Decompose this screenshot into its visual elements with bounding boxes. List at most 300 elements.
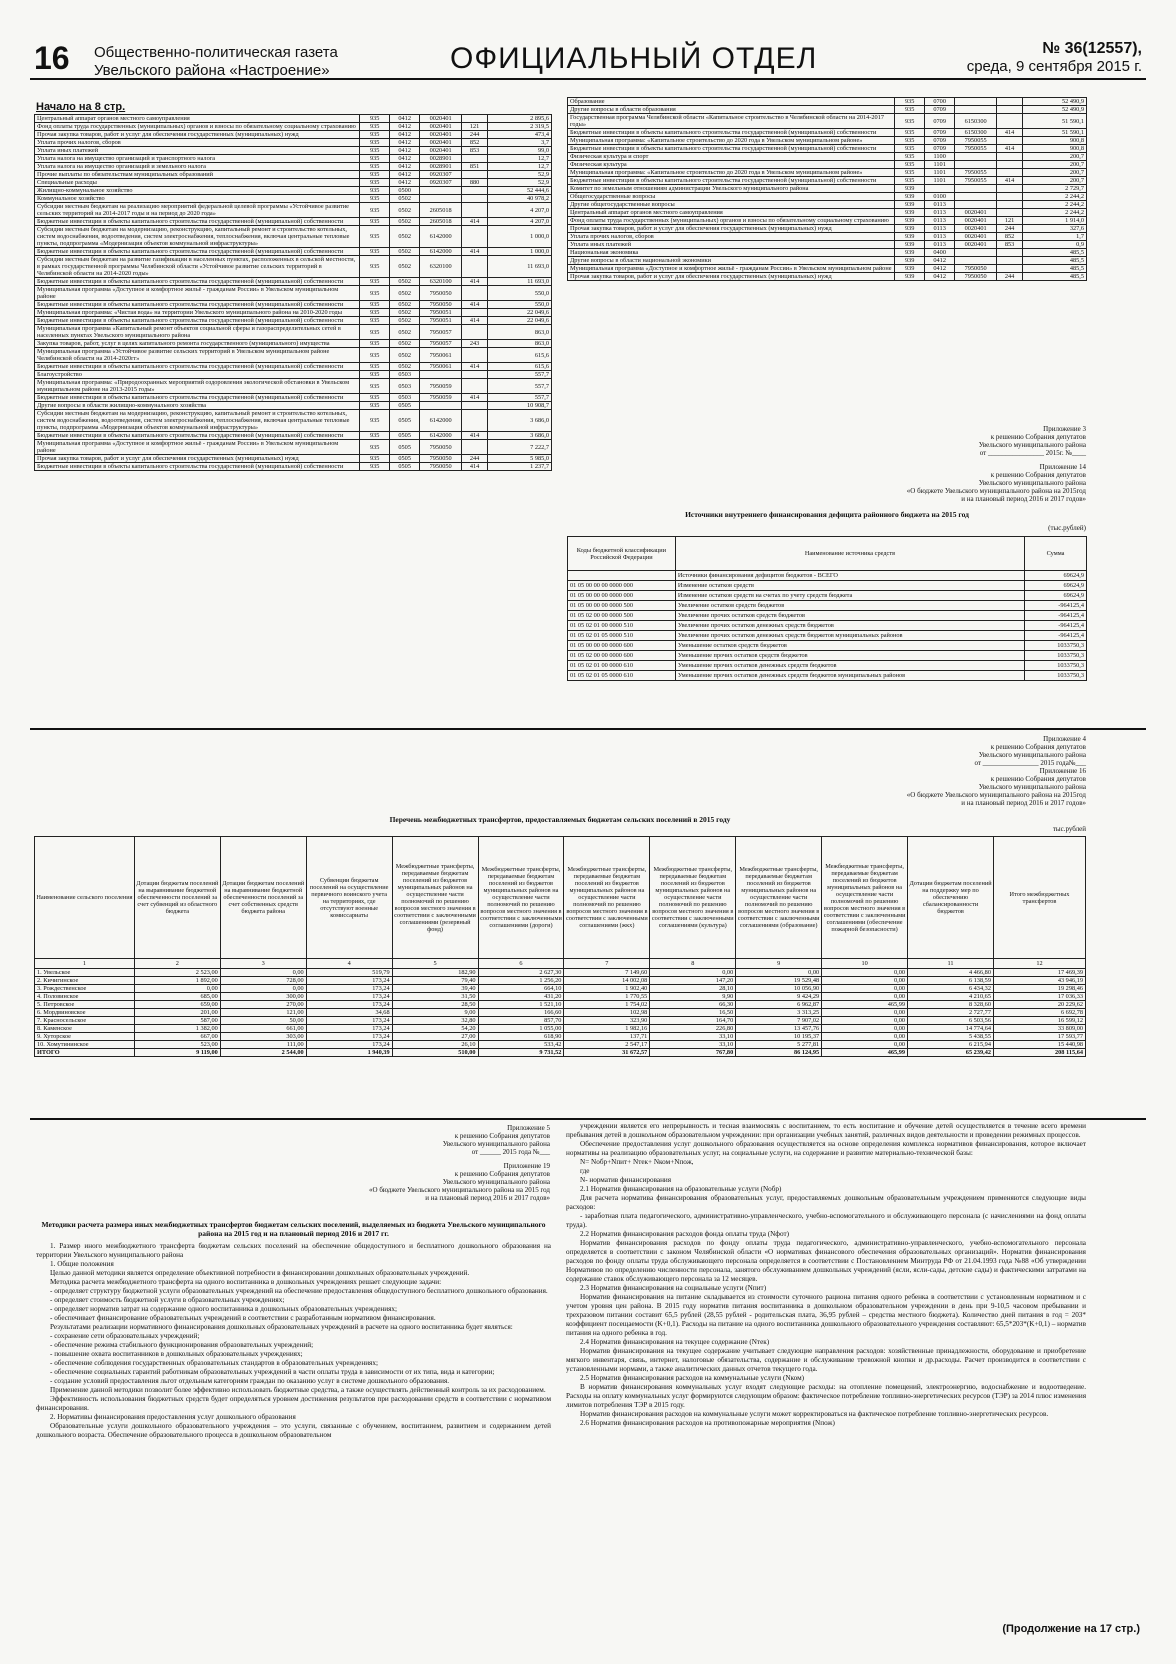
row-name: Национальная экономика — [568, 249, 895, 257]
row-target: 0020401 — [420, 139, 462, 147]
row-name: Уплата налога на имущество организаций и транспортного налога — [35, 155, 360, 163]
row-name: Муниципальная программа: «Природоохранных мероприятий оздоровления экологической обстановки в Увельском муниципальном районе на 2013-2015 годы» — [35, 379, 360, 394]
row-ministry: 935 — [895, 129, 925, 137]
row-name: Прочая закупка товаров, работ и услуг для обеспечения государственных (муниципальных) нужд — [568, 273, 895, 281]
row-section: 0709 — [925, 114, 955, 129]
paragraph: 2. Нормативы финансирования предоставления услуг дошкольного образования — [50, 1413, 296, 1421]
transfer-value: 2 547,17 — [564, 1041, 650, 1049]
row-section: 0505 — [390, 455, 420, 463]
table-row — [35, 432, 552, 440]
row-type — [462, 171, 488, 179]
appendix-line: и на плановый период 2016 и 2017 годов» — [425, 1194, 550, 1202]
row-ministry: 935 — [360, 363, 390, 371]
row-name: Уплата иных платежей — [568, 241, 895, 249]
src-sum: 69624,9 — [1025, 571, 1087, 581]
table-row — [568, 201, 1087, 209]
table-row — [35, 1009, 1086, 1017]
paragraph: Образовательные услуги дошкольного образовательного учреждения – это услуги, связанные с обучением, воспитанием, развитием и содержанием детей дошкольного возраста. Обеспечение образовательного процесса в дошкольном образовательном — [36, 1422, 551, 1439]
row-amount: 5 985,0 — [488, 455, 552, 463]
row-name: Муниципальная программа: «Капитальное строительство до 2020 года в Увельском муниципальном районе» — [568, 169, 895, 177]
row-name: Государственная программа Челябинской области «Капитальное строительство в Челябинской области на 2014-2017 годы» — [568, 114, 895, 129]
settlement-name: 5. Петровское — [35, 1001, 135, 1009]
row-type: 414 — [462, 432, 488, 440]
row-amount: 615,6 — [488, 363, 552, 371]
transfer-value: 1 982,16 — [564, 1025, 650, 1033]
row-target: 0028901 — [420, 163, 462, 171]
transfer-value: 14 774,64 — [908, 1025, 994, 1033]
table-row — [35, 977, 1086, 985]
divider — [30, 728, 1146, 730]
appendix-line: Приложение 3 — [1043, 425, 1086, 433]
row-name: Уплата налога на имущество организаций и земельного налога — [35, 163, 360, 171]
row-amount: 0,9 — [1023, 241, 1087, 249]
appendix-line: «О бюджете Увельского муниципального района на 2015год — [906, 791, 1086, 799]
src-code: 01 05 02 00 00 0000 500 — [568, 611, 676, 621]
row-ministry: 935 — [360, 171, 390, 179]
row-ministry: 939 — [895, 185, 925, 193]
row-type — [997, 201, 1023, 209]
appendix-line: «О бюджете Увельского муниципального района на 2015 год — [369, 1186, 550, 1194]
table-row — [568, 185, 1087, 193]
appendix-line: к решению Собрания депутатов — [990, 775, 1086, 783]
transfer-value: 0,00 — [822, 1025, 908, 1033]
row-type — [997, 98, 1023, 106]
row-section: 0505 — [390, 410, 420, 432]
src-header-code: Коды бюджетной классификации Российской Федерации — [568, 537, 676, 571]
row-name: Уплата прочих налогов, сборов — [568, 233, 895, 241]
row-amount: 3 686,0 — [488, 410, 552, 432]
row-type — [997, 185, 1023, 193]
row-section: 0113 — [925, 201, 955, 209]
row-name: Жилищно-коммунальное хозяйство — [35, 187, 360, 195]
transfer-value: 27,00 — [392, 1033, 478, 1041]
transfer-value: 0,00 — [822, 1041, 908, 1049]
row-amount: 550,0 — [488, 301, 552, 309]
transfer-value: 300,00 — [220, 993, 306, 1001]
appendix-line: от ________________ 2015 года№___ — [974, 759, 1086, 767]
row-type — [997, 249, 1023, 257]
row-target: 0920307 — [420, 179, 462, 187]
transfer-value: 270,00 — [220, 1001, 306, 1009]
src-code: 01 05 02 00 00 0000 600 — [568, 651, 676, 661]
row-ministry: 935 — [360, 187, 390, 195]
row-ministry: 935 — [895, 98, 925, 106]
transfer-value: 33,10 — [650, 1033, 736, 1041]
transfer-value: 28,50 — [392, 1001, 478, 1009]
row-type: 243 — [462, 340, 488, 348]
table-row — [35, 155, 552, 163]
table-row — [35, 993, 1086, 1001]
row-type: 853 — [997, 241, 1023, 249]
transfer-value: 3 313,25 — [736, 1009, 822, 1017]
row-section: 0113 — [925, 209, 955, 217]
transfer-value: 587,00 — [134, 1017, 220, 1025]
table-row — [568, 193, 1087, 201]
transfer-value: 10 195,37 — [736, 1033, 822, 1041]
paragraph: где — [580, 1167, 590, 1175]
row-type — [462, 348, 488, 363]
src-sum: -964125,4 — [1025, 611, 1087, 621]
paragraph: N- норматив финансирования — [580, 1176, 672, 1184]
row-target: 2605018 — [420, 218, 462, 226]
row-type — [462, 325, 488, 340]
table-row — [568, 591, 1087, 601]
row-target: 7950059 — [420, 379, 462, 394]
row-section: 1101 — [925, 169, 955, 177]
row-amount: 2 244,2 — [1023, 201, 1087, 209]
row-target: 7950050 — [420, 455, 462, 463]
row-section: 0502 — [390, 203, 420, 218]
row-target: 7950057 — [420, 325, 462, 340]
row-type — [462, 371, 488, 379]
row-name: Комитет по земельным отношениям администрации Увельского муниципального района — [568, 185, 895, 193]
transfer-value: 1 382,00 — [134, 1025, 220, 1033]
row-section: 0502 — [390, 363, 420, 371]
transfer-value: 667,00 — [134, 1033, 220, 1041]
transfer-value: 519,79 — [306, 969, 392, 977]
transfer-value: 33 809,00 — [993, 1025, 1085, 1033]
table-row — [35, 463, 552, 471]
row-amount: 40 978,2 — [488, 195, 552, 203]
row-type: 121 — [462, 123, 488, 131]
page-number: 16 — [34, 40, 70, 76]
row-target: 7950050 — [420, 440, 462, 455]
settlement-name: 4. Половинское — [35, 993, 135, 1001]
row-ministry: 935 — [360, 115, 390, 123]
row-amount: 4 207,0 — [488, 203, 552, 218]
transfer-value: 9 731,52 — [478, 1049, 564, 1057]
intergovernmental-transfers-table — [34, 836, 1086, 1057]
table-row — [35, 455, 552, 463]
row-ministry: 939 — [895, 201, 925, 209]
table-row — [568, 641, 1087, 651]
row-section: 0709 — [925, 137, 955, 145]
transfer-value: 173,24 — [306, 993, 392, 1001]
transfer-value: 2 523,00 — [134, 969, 220, 977]
table-row — [35, 226, 552, 248]
row-ministry: 939 — [895, 257, 925, 265]
settlement-name: 7. Красносельское — [35, 1017, 135, 1025]
transfer-value: 43 946,19 — [993, 977, 1085, 985]
row-target: 6150300 — [955, 129, 997, 137]
row-type: 414 — [462, 317, 488, 325]
row-section: 0412 — [390, 131, 420, 139]
row-target: 6142000 — [420, 226, 462, 248]
transfer-value: 173,24 — [306, 977, 392, 985]
src-sum: 69624,9 — [1025, 591, 1087, 601]
row-amount: 1 000,0 — [488, 248, 552, 256]
row-name: Муниципальная программа «Капитальный ремонт объектов социальной сферы и газораспределительных сетей в населенных пунктах Увельского муниципального района — [35, 325, 360, 340]
appendix-line: Приложение 14 — [1039, 463, 1086, 471]
appendix-line: Увельского муниципального района — [442, 1178, 550, 1186]
row-section: 0505 — [390, 402, 420, 410]
row-ministry: 939 — [895, 249, 925, 257]
row-amount: 2 319,5 — [488, 123, 552, 131]
src-code — [568, 571, 676, 581]
row-ministry: 939 — [895, 233, 925, 241]
row-type: 244 — [997, 273, 1023, 281]
table-row — [568, 671, 1087, 681]
row-ministry: 939 — [895, 241, 925, 249]
issue-number: № 36(12557), — [1042, 40, 1142, 57]
row-ministry: 935 — [360, 432, 390, 440]
row-target — [955, 98, 997, 106]
table-row — [35, 203, 552, 218]
methodology-text-right — [566, 1122, 1086, 1428]
row-name: Коммунальное хозяйство — [35, 195, 360, 203]
row-ministry: 935 — [360, 286, 390, 301]
table-row — [35, 171, 552, 179]
column-header: Дотации бюджетам поселений на выравнивание бюджетной обеспеченности поселений за счет субвенций из областного бюджета — [134, 837, 220, 959]
continuation-note: (Продолжение на 17 стр.) — [1002, 1623, 1140, 1635]
row-ministry: 935 — [360, 139, 390, 147]
table-row — [35, 309, 552, 317]
transfer-value: 510,00 — [392, 1049, 478, 1057]
row-section: 0502 — [390, 325, 420, 340]
table-row — [568, 611, 1087, 621]
row-ministry: 935 — [360, 147, 390, 155]
row-type — [462, 410, 488, 432]
row-name: Другие общегосударственные вопросы — [568, 201, 895, 209]
row-ministry: 939 — [895, 209, 925, 217]
section-title: ОФИЦИАЛЬНЫЙ ОТДЕЛ — [450, 42, 818, 75]
paragraph: 2.4 Норматив финансирования на текущее содержание (Nтек) — [580, 1338, 770, 1346]
table-row — [35, 278, 552, 286]
transfer-value: 164,70 — [650, 1017, 736, 1025]
row-target: 7950059 — [420, 394, 462, 402]
row-amount: 2 244,2 — [1023, 193, 1087, 201]
newspaper-name-line2: Увельского района «Настроение» — [94, 62, 330, 79]
column-number: 12 — [993, 959, 1085, 969]
row-ministry: 935 — [895, 106, 925, 114]
row-amount: 485,5 — [1023, 265, 1087, 273]
column-number: 6 — [478, 959, 564, 969]
row-type — [462, 440, 488, 455]
row-target: 7950051 — [420, 317, 462, 325]
table-row — [35, 179, 552, 187]
src-sum: -964125,4 — [1025, 621, 1087, 631]
table-row — [568, 98, 1087, 106]
row-target: 6142000 — [420, 248, 462, 256]
transfer-value: 166,60 — [478, 1009, 564, 1017]
transfer-value: 0,00 — [822, 985, 908, 993]
transfer-value: 2 727,77 — [908, 1009, 994, 1017]
row-ministry: 935 — [360, 248, 390, 256]
row-amount: 3,7 — [488, 139, 552, 147]
start-note: Начало на 8 стр. — [36, 101, 126, 113]
row-target: 0020401 — [420, 123, 462, 131]
row-type: 414 — [462, 218, 488, 226]
transfer-value: 6 434,32 — [908, 985, 994, 993]
transfer-value: 6 962,87 — [736, 1001, 822, 1009]
row-type — [997, 153, 1023, 161]
paragraph: учреждении является его непрерывность и тесная взаимосвязь с воспитанием, то есть воспитание и обучение детей осуществляется в течение всего времени пребывания детей в дошкольном образовательном учреждении: при организации учебных занятий, различных видов деятельности и проведении режимных процессов. — [566, 1122, 1086, 1139]
row-type: 244 — [462, 455, 488, 463]
row-section: 0412 — [390, 155, 420, 163]
column-number: 2 — [134, 959, 220, 969]
paragraph: Для расчета норматива финансирования образовательных услуг, предоставляемых дошкольным образовательным учреждением применяются следующие виды расходов: — [566, 1194, 1086, 1211]
transfer-value: 465,99 — [822, 1049, 908, 1057]
budget-table-left — [34, 114, 552, 471]
row-type — [462, 155, 488, 163]
src-header-name: Наименование источника средств — [675, 537, 1024, 571]
row-amount: 485,5 — [1023, 257, 1087, 265]
table-row — [568, 241, 1087, 249]
paragraph: Обеспечение предоставления услуг дошкольного образования осуществляется на основе определения комплекса нормативов финансирования, которое включает нормативы на реализацию образовательных услуг, на социальные услуги, на содержание и развитие материально-технической базы: — [566, 1140, 1086, 1157]
transfer-value: 5 277,81 — [736, 1041, 822, 1049]
appendix-line: Приложение 5 — [507, 1124, 550, 1132]
row-name: Прочая закупка товаров, работ и услуг для обеспечения государственных (муниципальных) нужд — [35, 131, 360, 139]
row-amount: 52 490,9 — [1023, 98, 1087, 106]
src-sum: -964125,4 — [1025, 601, 1087, 611]
transfer-value: 79,40 — [392, 977, 478, 985]
transfer-value: 31,50 — [392, 993, 478, 1001]
row-name: Бюджетные инвестиции в объекты капитального строительства государственной (муниципальной) собственности — [35, 301, 360, 309]
row-type: 414 — [462, 278, 488, 286]
row-target: 7950050 — [420, 301, 462, 309]
table-row — [35, 256, 552, 278]
src-name: Изменение остатков средств — [675, 581, 1024, 591]
transfer-value: 111,00 — [220, 1041, 306, 1049]
row-target: 0020401 — [420, 115, 462, 123]
src-name: Уменьшение прочих остатков средств бюджетов — [675, 651, 1024, 661]
paragraph: Применение данной методики позволит более эффективно использовать бюджетные средства, а также осуществлять действенный контроль за их расходованием. — [50, 1386, 546, 1394]
page-header — [30, 40, 1146, 80]
row-name: Бюджетные инвестиции в объекты капитального строительства государственной (муниципальной) собственности — [568, 145, 895, 153]
settlement-name: 8. Каменское — [35, 1025, 135, 1033]
column-header: Дотации бюджетам поселений на поддержку мер по обеспечению сбалансированности бюджетов — [908, 837, 994, 959]
row-amount: 550,0 — [488, 286, 552, 301]
transfer-value: 1 902,40 — [564, 985, 650, 993]
row-type: 414 — [462, 394, 488, 402]
row-section: 0502 — [390, 309, 420, 317]
transfer-value: 1 055,00 — [478, 1025, 564, 1033]
table-row — [35, 363, 552, 371]
row-name: Муниципальная программа «Доступное и комфортное жильё - гражданам России» в Увельском муниципальном районе — [35, 286, 360, 301]
row-name: Субсидии местным бюджетам на модернизацию, реконструкцию, капитальный ремонт и строительство котельных, систем водоснабжения, водоотведения, систем электроснабжения, теплоснабжения, включая центральные тепловые пункты, подпрограмма «Модернизация объектов коммунальной инфраструктуры» — [35, 226, 360, 248]
table-row — [35, 317, 552, 325]
row-type: 852 — [462, 139, 488, 147]
row-type: 244 — [462, 131, 488, 139]
row-target: 7950051 — [420, 309, 462, 317]
paragraph: 2.5 Норматив финансирования расходов на коммунальные услуги (Nком) — [580, 1374, 805, 1382]
row-amount: 557,7 — [488, 371, 552, 379]
column-header: Наименование сельского поселения — [35, 837, 135, 959]
row-ministry: 935 — [360, 131, 390, 139]
table-row — [35, 218, 552, 226]
column-number: 1 — [35, 959, 135, 969]
row-ministry: 935 — [360, 394, 390, 402]
row-amount: 1 914,0 — [1023, 217, 1087, 225]
row-target: 2605018 — [420, 203, 462, 218]
row-target: 0020401 — [420, 147, 462, 155]
row-type — [462, 187, 488, 195]
row-section: 0505 — [390, 432, 420, 440]
row-target: 7950050 — [955, 265, 997, 273]
row-amount: 200,7 — [1023, 161, 1087, 169]
transfer-value: 16,50 — [650, 1009, 736, 1017]
row-section: 0502 — [390, 317, 420, 325]
transfer-value: 34,68 — [306, 1009, 392, 1017]
row-name: Фонд оплаты труда государственных (муниципальных) органов и взносы по обязательному социальному страхованию — [568, 217, 895, 225]
table-row — [568, 217, 1087, 225]
row-ministry: 935 — [360, 440, 390, 455]
src-name: Изменение остатков средств на счетах по учету средств бюджета — [675, 591, 1024, 601]
appendix-line: к решению Собрания депутатов — [990, 433, 1086, 441]
row-section: 0412 — [925, 257, 955, 265]
row-amount: 1,7 — [1023, 233, 1087, 241]
row-ministry: 935 — [360, 379, 390, 394]
row-amount: 200,7 — [1023, 169, 1087, 177]
row-name: Бюджетные инвестиции в объекты капитального строительства государственной (муниципальной) собственности — [35, 432, 360, 440]
row-target: 7950050 — [420, 286, 462, 301]
transfer-value: 1 256,20 — [478, 977, 564, 985]
table-row — [35, 969, 1086, 977]
row-type — [997, 161, 1023, 169]
row-amount: 900,8 — [1023, 145, 1087, 153]
paragraph: - сохранение сети образовательных учреждений; — [50, 1332, 200, 1340]
transfer-value: 6 692,78 — [993, 1009, 1085, 1017]
row-type — [462, 309, 488, 317]
row-type: 414 — [462, 463, 488, 471]
row-ministry: 935 — [360, 226, 390, 248]
row-name: Физическая культура и спорт — [568, 153, 895, 161]
row-section: 0500 — [390, 187, 420, 195]
appendix-3-unit: (тыс.рублей) — [1048, 524, 1086, 532]
transfer-value: 0,00 — [822, 993, 908, 1001]
issue-date: среда, 9 сентября 2015 г. — [966, 58, 1142, 75]
src-code: 01 05 00 00 00 0000 000 — [568, 581, 676, 591]
row-amount: 22 049,6 — [488, 309, 552, 317]
transfer-value: 303,00 — [220, 1033, 306, 1041]
row-target — [420, 195, 462, 203]
row-target — [955, 106, 997, 114]
row-section — [925, 185, 955, 193]
row-ministry: 935 — [360, 256, 390, 278]
methodology-title: Методики расчета размера иных межбюджетных трансфертов бюджетам сельских поселений, выделяемых из бюджета Увельского муниципального района на 2015 год и на плановый период 2016 и 2017 гг. — [41, 1220, 546, 1238]
row-target: 0020401 — [955, 209, 997, 217]
transfer-value: 6 503,56 — [908, 1017, 994, 1025]
row-target: 6150300 — [955, 114, 997, 129]
row-amount: 11 693,0 — [488, 256, 552, 278]
transfer-value: 147,20 — [650, 977, 736, 985]
row-amount: 200,7 — [1023, 177, 1087, 185]
table-row — [35, 1025, 1086, 1033]
transfer-value: 137,71 — [564, 1033, 650, 1041]
row-amount: 11 693,0 — [488, 278, 552, 286]
transfer-value: 9,90 — [650, 993, 736, 1001]
row-amount: 485,5 — [1023, 249, 1087, 257]
row-name: Центральный аппарат органов местного самоуправления — [568, 209, 895, 217]
column-header: Межбюджетные трансферты, передаваемые бюджетам поселений из бюджетов муниципальных районов на осуществление части полномочий по решению вопросов местного значения в соответствии с заключенными соглашениями (обеспечение пожарной безопасности) — [822, 837, 908, 959]
transfer-value: 10 056,90 — [736, 985, 822, 993]
column-header: Межбюджетные трансферты, передаваемые бюджетам поселений из бюджетов муниципальных районов на осуществление части полномочий по решению вопросов местного значения в соответствии с заключенными соглашениями (жкх) — [564, 837, 650, 959]
paragraph: - заработная плата педагогического, административно-управленческого, учебно-вспомогательного и обслуживающего персонала (с начислениями на фонд оплаты труда). — [566, 1212, 1086, 1229]
row-name: Муниципальная программа: «Чистая вода» на территории Увельского муниципального района на 2010-2020 годы — [35, 309, 360, 317]
appendix-line: и на плановый период 2016 и 2017 годов» — [961, 799, 1086, 807]
appendix-line: к решению Собрания депутатов — [454, 1170, 550, 1178]
row-ministry: 935 — [895, 137, 925, 145]
appendix-4-unit: тыс.рублей — [1052, 825, 1086, 833]
divider — [30, 1118, 1146, 1120]
transfer-value: 173,24 — [306, 1033, 392, 1041]
row-type — [997, 257, 1023, 265]
table-row — [568, 581, 1087, 591]
row-ministry: 935 — [360, 203, 390, 218]
transfer-value: 0,00 — [822, 969, 908, 977]
transfer-value: 16 599,12 — [993, 1017, 1085, 1025]
table-row — [35, 195, 552, 203]
